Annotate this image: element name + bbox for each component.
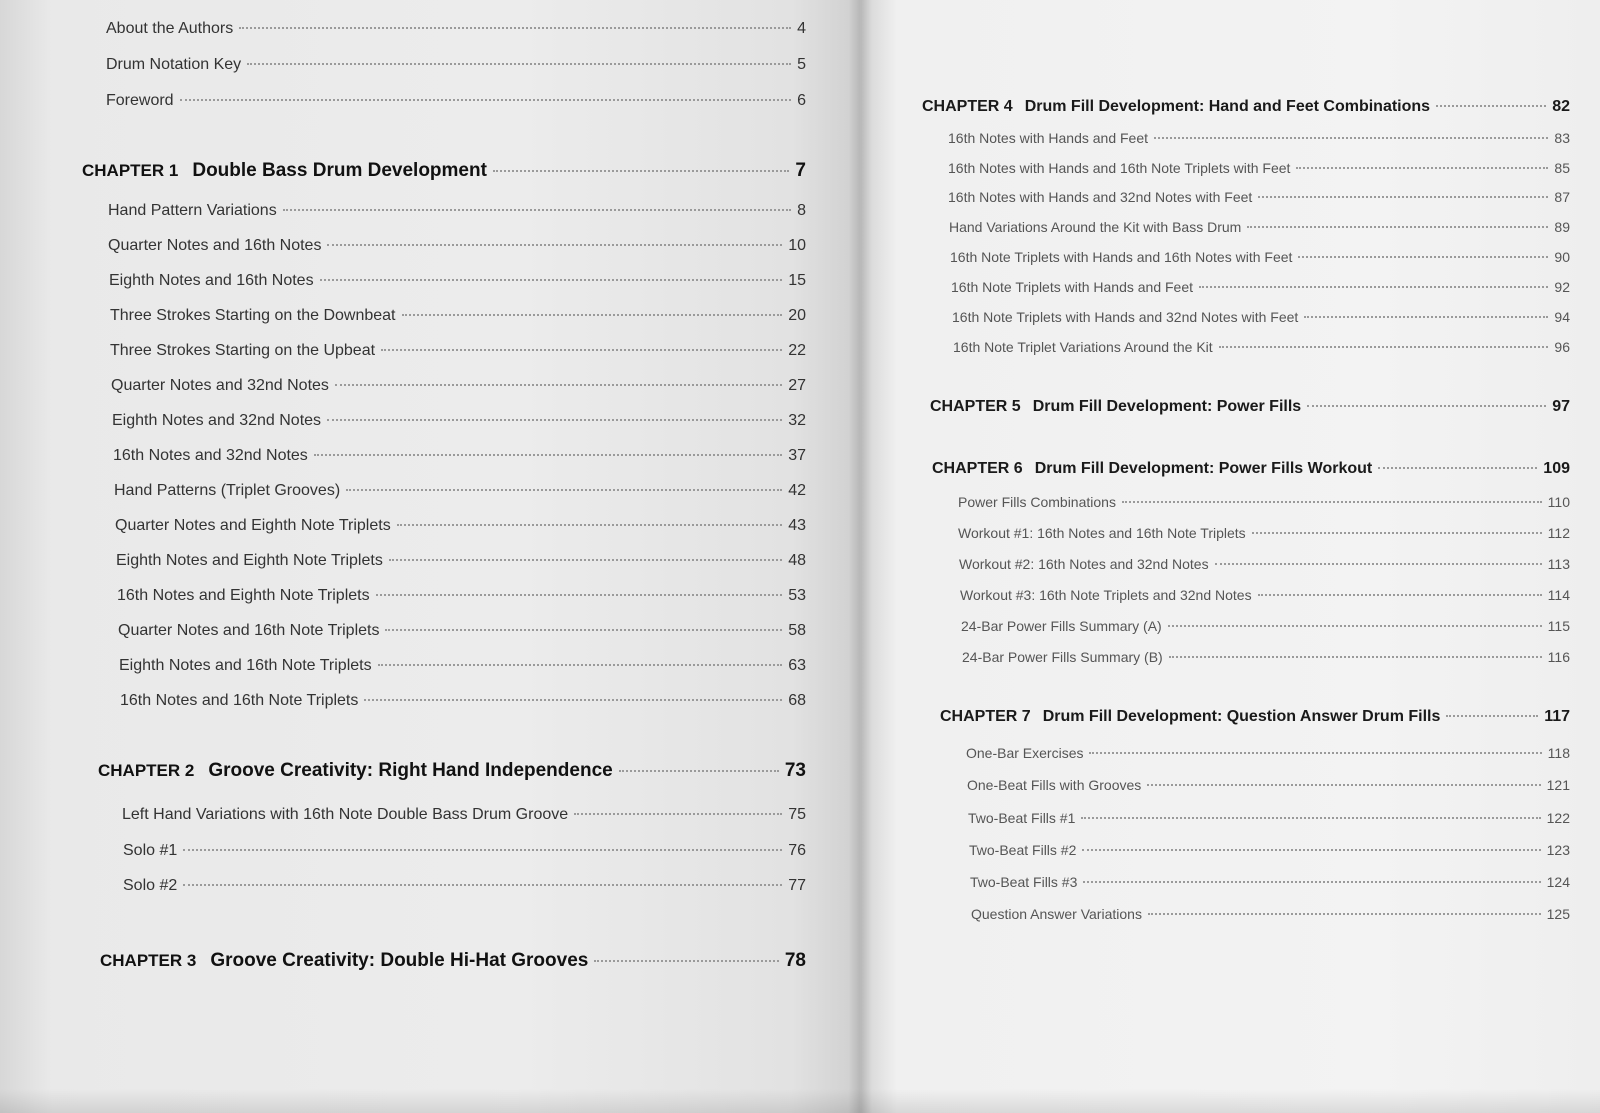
dot-leader (1219, 346, 1549, 348)
toc-entry (114, 482, 806, 500)
dot-leader (1199, 286, 1548, 288)
entry-title: Question Answer Variations (971, 906, 1142, 922)
toc-entry (951, 279, 1570, 295)
entry-page: 75 (788, 806, 806, 823)
dot-leader (320, 279, 783, 281)
toc-entry (952, 309, 1570, 325)
toc-entry (111, 377, 806, 395)
entry-page: 114 (1547, 587, 1570, 603)
toc-entry (116, 552, 806, 570)
entry-title: Foreword (106, 92, 174, 109)
entry-title: Workout #2: 16th Notes and 32nd Notes (959, 556, 1209, 572)
chapter-title: Drum Fill Development: Hand and Feet Combinations (1024, 98, 1431, 115)
entry-title: Three Strokes Starting on the Downbeat (110, 307, 396, 324)
chapter-title: Groove Creativity: Right Hand Independence (208, 760, 613, 781)
entry-title: Solo #2 (123, 877, 178, 894)
dot-leader (1258, 196, 1548, 198)
entry-title: 16th Note Triplets with Hands and 32nd Notes with Feet (952, 309, 1299, 325)
toc-entry (967, 777, 1570, 793)
entry-title: About the Authors (106, 20, 234, 37)
chapter-label: CHAPTER 7 (940, 708, 1031, 725)
toc-entry (962, 649, 1570, 665)
dot-leader (1252, 532, 1542, 534)
right-page (860, 0, 1600, 1113)
toc-entry (969, 842, 1570, 858)
entry-page: 10 (788, 237, 806, 254)
toc-entry (948, 130, 1570, 146)
toc-entry (122, 806, 806, 824)
toc-entry (118, 622, 806, 640)
dot-leader (1147, 784, 1540, 786)
dot-leader (574, 813, 782, 815)
toc-entry (949, 219, 1570, 235)
dot-leader (381, 349, 782, 351)
chapter-title: Double Bass Drum Development (192, 160, 487, 181)
entry-page: 124 (1546, 874, 1570, 890)
toc-entry (108, 237, 806, 255)
entry-title: Workout #3: 16th Note Triplets and 32nd Notes (960, 587, 1252, 603)
entry-title: 16th Note Triplets with Hands and 16th Notes with Feet (950, 249, 1293, 265)
dot-leader (378, 664, 783, 666)
toc-entry (109, 272, 806, 290)
toc-entry (117, 587, 806, 605)
toc-entry (968, 810, 1570, 826)
chapter-page: 73 (784, 760, 806, 781)
dot-leader (1296, 167, 1548, 169)
chapter-page: 109 (1543, 460, 1570, 477)
chapter-heading (940, 708, 1570, 726)
toc-entry (106, 56, 806, 74)
chapter-label: CHAPTER 2 (98, 761, 195, 780)
entry-title: Hand Patterns (Triplet Grooves) (114, 482, 341, 499)
entry-page: 6 (797, 92, 806, 109)
entry-title: Workout #1: 16th Notes and 16th Note Triplets (958, 525, 1246, 541)
toc-entry (110, 307, 806, 325)
toc-entry (108, 202, 806, 220)
toc-entry (953, 339, 1570, 355)
entry-page: 68 (788, 692, 806, 709)
entry-page: 118 (1547, 745, 1570, 761)
dot-leader (1215, 563, 1542, 565)
entry-title: Quarter Notes and Eighth Note Triplets (115, 517, 391, 534)
entry-page: 37 (788, 447, 806, 464)
entry-title: Quarter Notes and 16th Notes (108, 237, 322, 254)
dot-leader (1304, 316, 1548, 318)
entry-title: 16th Notes and Eighth Note Triplets (117, 587, 370, 604)
chapter-label: CHAPTER 3 (100, 951, 197, 970)
dot-leader (1258, 594, 1542, 596)
entry-page: 58 (788, 622, 806, 639)
chapter-page: 82 (1552, 98, 1570, 115)
chapter-title: Drum Fill Development: Question Answer Drum Fills (1042, 708, 1441, 725)
entry-page: 43 (788, 517, 806, 534)
dot-leader (402, 314, 783, 316)
book-gutter-shadow (848, 0, 872, 1113)
entry-page: 122 (1546, 810, 1570, 826)
dot-leader (364, 699, 782, 701)
chapter-heading (100, 950, 806, 972)
entry-title: 16th Notes with Hands and 16th Note Triplets with Feet (948, 160, 1291, 176)
entry-page: 110 (1547, 494, 1570, 510)
dot-leader (376, 594, 783, 596)
chapter-title: Drum Fill Development: Power Fills (1032, 398, 1302, 415)
dot-leader (239, 27, 791, 29)
entry-title: Hand Pattern Variations (108, 202, 277, 219)
toc-entry (958, 525, 1570, 541)
chapter-heading (98, 760, 806, 782)
entry-title: Two-Beat Fills #2 (969, 842, 1077, 858)
entry-page: 92 (1554, 279, 1570, 295)
toc-entry (119, 657, 806, 675)
toc-entry (123, 842, 806, 860)
entry-title: Drum Notation Key (106, 56, 242, 73)
entry-page: 123 (1546, 842, 1570, 858)
page-bottom-edge (0, 1089, 1600, 1113)
entry-page: 115 (1547, 618, 1570, 634)
dot-leader (1148, 913, 1541, 915)
entry-title: 16th Note Triplets with Hands and Feet (951, 279, 1194, 295)
toc-entry (106, 92, 806, 110)
dot-leader (1082, 849, 1540, 851)
chapter-page: 97 (1552, 398, 1570, 415)
entry-page: 76 (788, 842, 806, 859)
entry-page: 112 (1547, 525, 1570, 541)
entry-page: 125 (1546, 906, 1570, 922)
chapter-title: Drum Fill Development: Power Fills Workout (1034, 460, 1373, 477)
dot-leader (1169, 656, 1542, 658)
entry-page: 20 (788, 307, 806, 324)
entry-title: Three Strokes Starting on the Upbeat (110, 342, 376, 359)
entry-title: 16th Notes and 32nd Notes (113, 447, 308, 464)
entry-title: Quarter Notes and 32nd Notes (111, 377, 329, 394)
toc-entry (113, 447, 806, 465)
dot-leader (183, 849, 782, 851)
entry-title: 16th Notes with Hands and 32nd Notes with Feet (948, 189, 1253, 205)
dot-leader (389, 559, 782, 561)
dot-leader (1298, 256, 1548, 258)
dot-leader (1154, 137, 1548, 139)
dot-leader (1083, 881, 1540, 883)
toc-entry (110, 342, 806, 360)
dot-leader (493, 170, 789, 172)
dot-leader (1081, 817, 1540, 819)
toc-entry (106, 20, 806, 38)
toc-entry (120, 692, 806, 710)
entry-title: Hand Variations Around the Kit with Bass Drum (949, 219, 1242, 235)
entry-page: 121 (1546, 777, 1570, 793)
chapter-label: CHAPTER 4 (922, 98, 1013, 115)
dot-leader (1168, 625, 1542, 627)
dot-leader (1247, 226, 1548, 228)
entry-title: 16th Note Triplet Variations Around the Kit (953, 339, 1213, 355)
entry-title: Solo #1 (123, 842, 178, 859)
toc-entry (970, 874, 1570, 890)
dot-leader (397, 524, 783, 526)
chapter-heading (922, 98, 1570, 116)
dot-leader (619, 770, 779, 772)
dot-leader (1378, 467, 1537, 469)
dot-leader (327, 419, 782, 421)
entry-title: One-Beat Fills with Grooves (967, 777, 1142, 793)
dot-leader (335, 384, 782, 386)
entry-page: 4 (797, 20, 806, 37)
entry-page: 63 (788, 657, 806, 674)
entry-page: 116 (1547, 649, 1570, 665)
dot-leader (385, 629, 782, 631)
entry-page: 83 (1554, 130, 1570, 146)
entry-title: Power Fills Combinations (958, 494, 1116, 510)
entry-title: Eighth Notes and 16th Note Triplets (119, 657, 372, 674)
entry-title: 24-Bar Power Fills Summary (A) (961, 618, 1162, 634)
entry-page: 5 (797, 56, 806, 73)
chapter-page: 7 (795, 160, 806, 181)
dot-leader (1089, 752, 1541, 754)
dot-leader (180, 99, 792, 101)
entry-page: 22 (788, 342, 806, 359)
entry-page: 89 (1554, 219, 1570, 235)
entry-page: 90 (1554, 249, 1570, 265)
entry-page: 42 (788, 482, 806, 499)
toc-entry (115, 517, 806, 535)
entry-title: Two-Beat Fills #3 (970, 874, 1078, 890)
dot-leader (1446, 715, 1538, 717)
entry-title: 16th Notes and 16th Note Triplets (120, 692, 359, 709)
entry-page: 85 (1554, 160, 1570, 176)
chapter-title: Groove Creativity: Double Hi-Hat Grooves (210, 950, 589, 971)
entry-page: 87 (1554, 189, 1570, 205)
entry-title: Eighth Notes and 16th Notes (109, 272, 314, 289)
chapter-heading (82, 160, 806, 182)
entry-page: 94 (1554, 309, 1570, 325)
entry-title: 24-Bar Power Fills Summary (B) (962, 649, 1163, 665)
chapter-heading (930, 398, 1570, 416)
toc-entry (959, 556, 1570, 572)
dot-leader (346, 489, 782, 491)
entry-page: 15 (788, 272, 806, 289)
chapter-heading (932, 460, 1570, 478)
entry-title: Eighth Notes and 32nd Notes (112, 412, 322, 429)
dot-leader (594, 960, 779, 962)
entry-title: Two-Beat Fills #1 (968, 810, 1076, 826)
toc-entry (971, 906, 1570, 922)
entry-page: 96 (1554, 339, 1570, 355)
chapter-label: CHAPTER 6 (932, 460, 1023, 477)
entry-title: One-Bar Exercises (966, 745, 1084, 761)
chapter-label: CHAPTER 5 (930, 398, 1021, 415)
entry-page: 48 (788, 552, 806, 569)
toc-entry (948, 189, 1570, 205)
entry-page: 8 (797, 202, 806, 219)
toc-entry (112, 412, 806, 430)
chapter-page: 78 (784, 950, 806, 971)
toc-entry (958, 494, 1570, 510)
dot-leader (1122, 501, 1542, 503)
toc-entry (966, 745, 1570, 761)
dot-leader (247, 63, 791, 65)
entry-page: 53 (788, 587, 806, 604)
toc-entry (948, 160, 1570, 176)
entry-page: 77 (788, 877, 806, 894)
dot-leader (327, 244, 782, 246)
toc-entry (123, 877, 806, 895)
toc-entry (950, 249, 1570, 265)
entry-title: Left Hand Variations with 16th Note Double Bass Drum Groove (122, 806, 569, 823)
chapter-page: 117 (1544, 708, 1570, 725)
toc-entry (961, 618, 1570, 634)
chapter-label: CHAPTER 1 (82, 161, 179, 180)
dot-leader (1436, 105, 1546, 107)
entry-page: 32 (788, 412, 806, 429)
entry-page: 27 (788, 377, 806, 394)
dot-leader (314, 454, 782, 456)
entry-title: Eighth Notes and Eighth Note Triplets (116, 552, 383, 569)
entry-title: Quarter Notes and 16th Note Triplets (118, 622, 380, 639)
toc-entry (960, 587, 1570, 603)
dot-leader (183, 884, 782, 886)
dot-leader (1307, 405, 1546, 407)
entry-title: 16th Notes with Hands and Feet (948, 130, 1149, 146)
entry-page: 113 (1547, 556, 1570, 572)
dot-leader (283, 209, 791, 211)
